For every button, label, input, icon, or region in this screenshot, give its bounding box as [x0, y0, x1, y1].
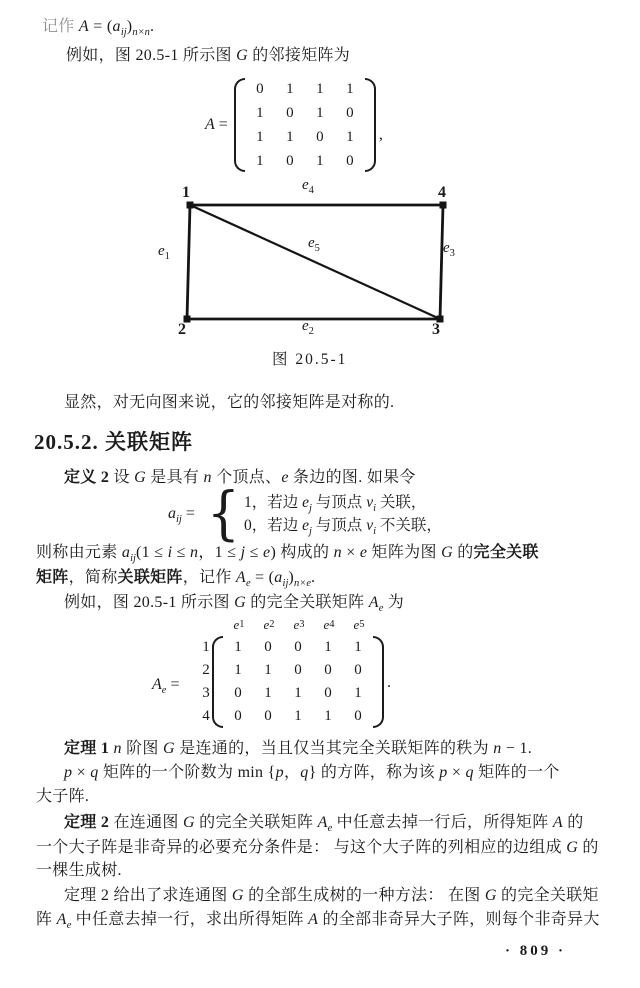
text-segment: A	[235, 569, 246, 586]
incidence-definition-line2	[36, 567, 315, 589]
matrix-cell: 1	[234, 662, 242, 678]
matrix-cell: 0	[234, 685, 242, 701]
text-segment: ，	[283, 764, 301, 781]
text-segment: G	[134, 469, 146, 486]
text-segment: ，记作	[182, 569, 236, 586]
text-segment: ×	[341, 544, 360, 561]
matrix-cell: 1	[346, 80, 354, 97]
matrix-cell: 1	[256, 104, 264, 121]
cases-lhs	[168, 505, 195, 526]
text-segment: 中任意去掉一行，求出所得矩阵	[71, 911, 309, 928]
text-segment: e	[308, 235, 315, 251]
matrix-cell: 1	[294, 685, 302, 701]
text-segment: q	[90, 764, 99, 781]
text-segment: 与顶点	[311, 494, 367, 511]
matrix-row	[245, 77, 365, 101]
text-segment: 的	[562, 814, 584, 831]
text-segment: a	[274, 569, 283, 586]
intro-adjacency-text	[66, 45, 350, 67]
text-segment: 的	[452, 544, 474, 561]
text-segment: e	[443, 240, 450, 256]
text-segment: e	[293, 617, 300, 632]
text-segment: n	[203, 469, 212, 486]
text-segment: − 1.	[501, 740, 533, 757]
matrix-cell: 1	[264, 662, 272, 678]
text-segment: e	[302, 494, 309, 511]
left-paren	[234, 78, 245, 172]
symmetric-remark	[64, 392, 394, 414]
text-segment: 大子阵.	[36, 788, 90, 805]
text-segment: A	[368, 594, 379, 611]
matrix-cell: 1	[234, 639, 242, 655]
matrix-trailing-punctuation: ,	[378, 126, 383, 143]
text-segment: e	[161, 685, 167, 697]
adjacency-matrix-label	[205, 116, 228, 134]
text-segment: i	[373, 503, 376, 515]
incidence-matrix-label	[152, 676, 180, 697]
text-segment: n	[113, 740, 122, 757]
text-segment: ×	[447, 764, 466, 781]
text-segment: i	[373, 526, 376, 538]
col-header-e1: e 1	[233, 617, 245, 632]
text-segment: 是具有	[145, 469, 204, 486]
theorem-2-line3	[36, 860, 122, 882]
text-segment: 则称由元素	[36, 544, 122, 561]
text-segment: p	[64, 764, 73, 781]
text-segment: G	[163, 740, 175, 757]
text-segment: e	[327, 823, 333, 835]
text-segment: n	[493, 740, 502, 757]
text-segment: 关联，	[376, 494, 427, 511]
text-segment: p	[439, 764, 448, 781]
text-segment: A	[552, 814, 563, 831]
matrix-cell: 0	[264, 708, 272, 724]
text-segment: 的全部非奇异大子阵，则每个非奇异大	[318, 911, 600, 928]
text-segment: v	[366, 494, 374, 511]
incidence-matrix-main	[200, 614, 391, 728]
edge-label-e5	[308, 235, 320, 252]
text-segment: G	[566, 839, 579, 856]
text-segment: G	[441, 544, 453, 561]
matrix-cell: 1	[324, 639, 332, 655]
text-segment: =	[214, 116, 228, 133]
matrix-cell: 1	[264, 685, 272, 701]
matrix-cell: 0	[256, 80, 264, 97]
text-segment: a	[168, 505, 176, 522]
text-segment: A	[152, 676, 162, 693]
text-segment: 条边的图. 如果令	[288, 469, 416, 486]
text-segment: n×e	[294, 578, 312, 590]
vertex-label-3: 3	[432, 321, 440, 338]
text-segment: A	[317, 814, 328, 831]
matrix-cell: 0	[354, 708, 362, 724]
col-header-e4: e 4	[323, 617, 335, 632]
text-segment: A	[78, 18, 89, 35]
text-segment: e	[302, 318, 309, 334]
edge-label-e1	[158, 243, 170, 260]
matrix-cell: 1	[294, 708, 302, 724]
text-segment: j	[309, 526, 312, 538]
text-segment: e	[378, 603, 384, 615]
cases-rows	[244, 491, 442, 537]
text-segment: 定义 2	[64, 469, 110, 486]
edge-label-e4	[302, 177, 314, 194]
text-segment: )	[288, 569, 295, 586]
text-segment: 为	[383, 594, 405, 611]
vertex-label-2: 2	[178, 321, 186, 338]
row-label: 2	[202, 662, 210, 678]
notation-line	[42, 16, 154, 38]
text-segment: e	[263, 544, 271, 561]
incidence-definition-line1	[36, 542, 539, 564]
text-segment: n	[333, 544, 342, 561]
text-segment: a	[112, 18, 121, 35]
text-segment: ，简称	[68, 569, 118, 586]
vertex-label-1: 1	[182, 184, 190, 201]
text-segment: ij	[282, 578, 289, 590]
matrix-cell: 0	[264, 639, 272, 655]
text-segment: 矩阵为图	[367, 544, 442, 561]
text-segment: 阵	[36, 911, 57, 928]
case-row-1	[244, 491, 442, 514]
edge-label-e3	[443, 240, 455, 257]
matrix-cell: 1	[354, 639, 362, 655]
text-segment: q	[465, 764, 474, 781]
major-submatrix-line2	[36, 786, 89, 808]
left-paren	[212, 636, 223, 728]
text-segment: 1	[164, 251, 170, 262]
text-segment: e	[246, 578, 251, 590]
text-segment: n×n	[132, 27, 150, 39]
text-segment: (1 ≤	[135, 544, 168, 561]
theorem-2-line2	[36, 837, 599, 859]
text-segment: e	[158, 243, 165, 259]
matrix-cell: 1	[354, 685, 362, 701]
theorem-1-line	[64, 738, 532, 760]
text-segment: 0，若边	[243, 517, 303, 534]
text-segment: G	[183, 814, 195, 831]
edge-e3-line	[440, 205, 443, 319]
text-segment: 5	[314, 243, 320, 254]
text-segment: 中任意去掉一行后，所得矩阵	[332, 814, 553, 831]
text-segment: p	[275, 764, 284, 781]
text-segment: 2	[308, 326, 314, 337]
graph-figure	[150, 180, 470, 338]
text-segment: 完全关联	[473, 544, 539, 561]
text-segment: ，1 ≤	[198, 544, 241, 561]
text-segment: 定理 2 给出了求连通图	[64, 887, 232, 904]
text-segment: G	[231, 887, 244, 904]
matrix-cell: 0	[354, 662, 362, 678]
aij-cases-equation	[168, 480, 442, 548]
text-segment: 在连通图	[109, 814, 184, 831]
matrix-cell: 1	[316, 104, 324, 121]
text-segment: j	[309, 503, 312, 515]
text-segment: 4	[308, 185, 314, 196]
matrix-row	[245, 101, 365, 125]
text-segment: e	[263, 617, 270, 632]
spanning-tree-method-line1	[64, 885, 599, 907]
text-segment: e	[353, 617, 360, 632]
matrix-cell: 0	[286, 152, 294, 169]
text-segment: A	[205, 116, 215, 133]
matrix-cell: 1	[316, 80, 324, 97]
text-segment: 的完全关联矩阵	[194, 814, 318, 831]
text-segment: ≤	[245, 544, 264, 561]
text-segment: ij	[120, 27, 127, 39]
left-brace: {	[206, 480, 240, 548]
case-row-2	[244, 514, 442, 537]
matrix-row	[223, 659, 373, 682]
row-label: 1	[202, 639, 210, 655]
text-segment: 的邻接矩阵为	[248, 47, 351, 64]
text-segment: 矩阵的一个阶数为 min {	[98, 764, 276, 781]
text-segment: e	[302, 517, 309, 534]
matrix-cell: 0	[324, 662, 332, 678]
incidence-matrix-grid	[223, 636, 373, 728]
text-segment: 一个大子阵是非奇异的必要充分条件是： 与这个大子阵的列相应的边组成	[36, 839, 567, 856]
matrix-row	[223, 682, 373, 705]
matrix-cell: 1	[286, 80, 294, 97]
text-segment: = (	[250, 569, 275, 586]
text-segment: G	[484, 887, 497, 904]
matrix-cell: 1	[256, 152, 264, 169]
matrix-cell: 0	[346, 152, 354, 169]
text-segment: e	[281, 469, 289, 486]
text-segment: ij	[130, 553, 136, 565]
text-segment: =	[181, 505, 195, 522]
col-header-e5: e 5	[353, 617, 365, 632]
text-segment: e	[233, 617, 240, 632]
matrix-cell: 0	[294, 639, 302, 655]
text-segment: 定理 1	[64, 740, 110, 757]
text-segment: j	[240, 544, 246, 561]
matrix-row	[245, 149, 365, 173]
spanning-tree-method-line2	[36, 909, 600, 931]
matrix-row	[223, 636, 373, 659]
text-segment: a	[121, 544, 131, 561]
text-segment: ≤	[172, 544, 191, 561]
text-segment: v	[366, 517, 374, 534]
figure-caption: 图 20.5-1	[272, 351, 348, 368]
text-segment: 关联矩阵	[117, 569, 183, 586]
col-header-e3: e 3	[293, 617, 305, 632]
text-segment: 记作	[42, 18, 79, 35]
incidence-matrix	[148, 614, 391, 724]
matrix-cell: 0	[346, 104, 354, 121]
text-segment: 例如，图 20.5-1 所示图	[66, 47, 237, 64]
edge-e1-line	[187, 205, 190, 319]
text-segment: 不关联，	[376, 517, 442, 534]
edge-e5-line	[190, 205, 440, 319]
matrix-cell: 1	[256, 128, 264, 145]
text-segment: 设	[109, 469, 135, 486]
text-segment: 矩阵的一个	[473, 764, 560, 781]
matrix-cell: 1	[346, 128, 354, 145]
text-segment: 阶图	[121, 740, 164, 757]
text-segment: 的完全关联矩阵	[246, 594, 369, 611]
matrix-cell: 0	[294, 662, 302, 678]
matrix-cell: 1	[316, 152, 324, 169]
text-segment: = (	[88, 18, 113, 35]
page-number: · 809 ·	[505, 943, 567, 959]
text-segment: n	[190, 544, 199, 561]
text-segment: 显然，对无向图来说，它的邻接矩阵是对称的.	[64, 394, 395, 411]
text-segment: 是连通的，当且仅当其完全关联矩阵的秩为	[174, 740, 494, 757]
text-segment: =	[166, 676, 180, 693]
text-segment: q	[300, 764, 309, 781]
text-segment: } 的方阵，称为该	[308, 764, 440, 781]
row-label: 3	[202, 685, 210, 701]
matrix-trailing-punctuation: .	[387, 674, 391, 691]
text-segment: 例如，图 20.5-1 所示图	[64, 594, 235, 611]
matrix-cell: 1	[286, 128, 294, 145]
text-segment: )	[126, 18, 133, 35]
matrix-cell: 0	[286, 104, 294, 121]
adjacency-matrix	[205, 76, 383, 174]
text-segment: ) 构成的	[270, 544, 334, 561]
text-segment: G	[236, 47, 248, 64]
text-segment: 1，若边	[243, 494, 303, 511]
edge-label-e2	[302, 318, 314, 335]
text-segment: .	[311, 569, 316, 586]
text-segment: A	[56, 911, 67, 928]
text-segment: 定理 2	[64, 814, 110, 831]
text-segment: i	[167, 544, 173, 561]
matrix-row	[245, 125, 365, 149]
matrix-cell: 1	[324, 708, 332, 724]
text-segment: e	[66, 920, 72, 932]
vertex-1-dot	[187, 202, 194, 209]
text-segment: 矩阵	[36, 569, 69, 586]
text-segment: 的	[578, 839, 599, 856]
text-segment: e	[302, 177, 309, 193]
text-segment: e	[359, 544, 368, 561]
section-heading: 20.5.2. 关联矩阵	[34, 430, 193, 454]
vertex-label-4: 4	[438, 184, 446, 201]
matrix-cell: 0	[234, 708, 242, 724]
right-paren	[365, 78, 376, 172]
text-segment: 3	[449, 248, 455, 259]
right-paren	[373, 636, 384, 728]
incidence-row-labels	[200, 636, 212, 728]
text-segment: ij	[176, 514, 182, 526]
col-header-e2: e 2	[263, 617, 275, 632]
text-segment: A	[308, 911, 319, 928]
incidence-example-line	[64, 592, 404, 614]
theorem-2-line1	[64, 812, 584, 834]
text-segment: .	[149, 18, 155, 35]
text-segment: ×	[72, 764, 91, 781]
row-label: 4	[202, 708, 210, 724]
text-segment: 的全部生成树的一种方法： 在图	[243, 887, 485, 904]
text-segment: G	[234, 594, 246, 611]
matrix-cell: 0	[316, 128, 324, 145]
vertex-4-dot	[440, 202, 447, 209]
text-segment: e	[323, 617, 330, 632]
text-segment: 与顶点	[311, 517, 367, 534]
matrix-cell: 0	[324, 685, 332, 701]
matrix-row	[223, 705, 373, 728]
text-segment: 一棵生成树.	[36, 862, 122, 879]
text-segment: 的完全关联矩	[496, 887, 599, 904]
adjacency-matrix-grid	[245, 77, 365, 173]
major-submatrix-line1	[64, 762, 560, 784]
text-segment: 个顶点、	[211, 469, 282, 486]
